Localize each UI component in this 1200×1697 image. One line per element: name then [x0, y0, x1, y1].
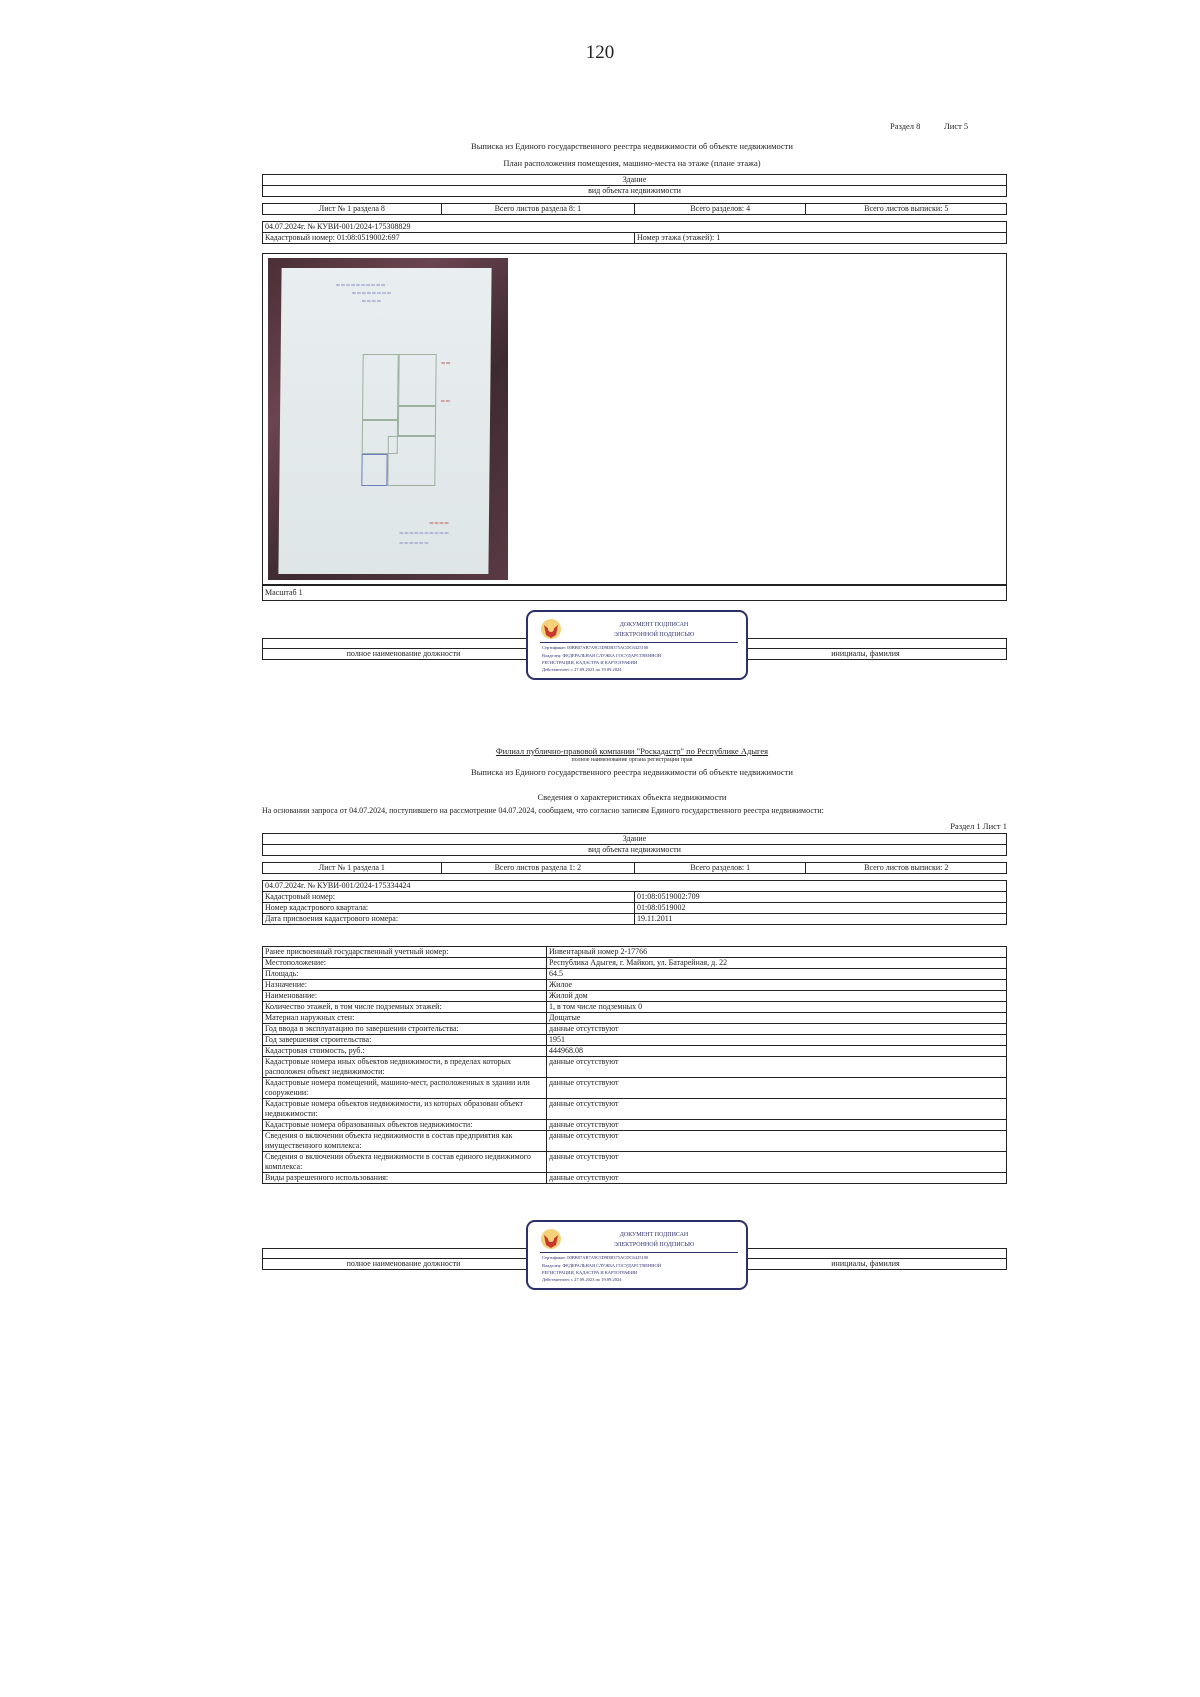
- sheet-info-table-2: [262, 862, 1007, 874]
- characteristic-row: [263, 1173, 1007, 1184]
- plan-room: [362, 354, 399, 420]
- field-value: данные отсутствуют: [547, 1057, 1007, 1078]
- handwritten-note: ≈≈≈≈≈≈: [398, 540, 429, 547]
- stamp-rule: [540, 1252, 738, 1253]
- request-line-2: 04.07.2024г. № КУВИ-001/2024-175334424: [263, 881, 1007, 892]
- field-value: 01:08:0519002:709: [635, 892, 1007, 903]
- plan-room: [361, 454, 387, 486]
- plan-room: [387, 436, 436, 486]
- field-label: Ранее присвоенный государственный учетный номер:: [263, 947, 547, 958]
- stamp-owner-2: РЕГИСТРАЦИИ, КАДАСТРА И КАРТОГРАФИИ: [542, 1270, 638, 1275]
- field-value: Жилое: [547, 980, 1007, 991]
- request-line: 04.07.2024г. № КУВИ-001/2024-175308829: [263, 222, 1007, 233]
- field-label: Кадастровый номер:: [263, 892, 635, 903]
- field-label: Кадастровая стоимость, руб.:: [263, 1046, 547, 1057]
- position-caption: полное наименование должности: [263, 649, 545, 660]
- stamp-owner: Владелец: ФЕДЕРАЛЬНАЯ СЛУЖБА ГОСУДАРСТВЕННОЙ: [542, 1263, 662, 1268]
- characteristic-row: [263, 1120, 1007, 1131]
- signature-cell: [724, 1249, 1006, 1259]
- characteristic-row: [263, 991, 1007, 1002]
- characteristic-row: [263, 1013, 1007, 1024]
- signature-cell: [263, 639, 545, 649]
- characteristic-row: [263, 1131, 1007, 1152]
- field-value: Жилой дом: [547, 991, 1007, 1002]
- field-value: 64.5: [547, 969, 1007, 980]
- page-number: 120: [585, 42, 615, 63]
- handwritten-note: ≈≈≈≈≈≈≈≈≈≈: [335, 282, 386, 289]
- field-label: Номер кадастрового квартала:: [263, 903, 635, 914]
- sheet-info-cell: Всего листов выписки: 5: [806, 204, 1007, 215]
- field-label: Кадастровые номера помещений, машино-мест, расположенных в здании или сооружении:: [263, 1078, 547, 1099]
- extract-subtitle: План расположения помещения, машино-места на этаже (плане этажа): [503, 158, 761, 168]
- field-value: Дощатые: [547, 1013, 1007, 1024]
- characteristic-row: [263, 1078, 1007, 1099]
- field-label: Год завершения строительства:: [263, 1035, 547, 1046]
- handwritten-note: ≈≈≈≈≈≈≈≈≈≈: [398, 530, 450, 537]
- stamp-line-1: ДОКУМЕНТ ПОДПИСАН: [619, 622, 689, 628]
- object-type-table-2: [262, 833, 1007, 856]
- e-signature-stamp-2: [526, 1220, 748, 1290]
- characteristic-row: [263, 980, 1007, 991]
- handwritten-note: ≈≈≈≈≈≈≈≈: [351, 290, 392, 297]
- cadastral-number: Кадастровый номер: 01:08:0519002:697: [263, 233, 635, 244]
- characteristic-row: [263, 1035, 1007, 1046]
- field-label: Назначение:: [263, 980, 547, 991]
- field-value: данные отсутствуют: [547, 1099, 1007, 1120]
- sheet-info-cell: Всего листов выписки: 2: [806, 863, 1007, 874]
- stamp-certificate: Сертификат: 00BB07AB7A9C5D9DB375ACDC6425100: [542, 645, 649, 650]
- stamp-line-2: ЭЛЕКТРОННОЙ ПОДПИСЬЮ: [613, 632, 695, 638]
- sheet-ref: Лист 5: [944, 121, 969, 131]
- field-label: Наименование:: [263, 991, 547, 1002]
- sheet-info-cell: Всего разделов: 1: [634, 863, 806, 874]
- section-ref: Раздел 8: [890, 121, 921, 131]
- extract-title: Выписка из Единого государственного реестра недвижимости об объекте недвижимости: [471, 141, 793, 151]
- object-type: Здание: [263, 175, 1007, 186]
- branch-name: Филиал публично-правовой компании "Роскадастр" по Республике Адыгея: [495, 746, 769, 756]
- field-label: Виды разрешенного использования:: [263, 1173, 547, 1184]
- extract-title-2: Выписка из Единого государственного реестра недвижимости об объекте недвижимости: [471, 767, 793, 777]
- branch-caption: полное наименование органа регистрации прав: [571, 757, 693, 763]
- sheet-info-cell: Всего разделов: 4: [634, 204, 806, 215]
- handwritten-note: ≈≈≈≈: [428, 520, 450, 527]
- field-value: 01:08:0519002: [635, 903, 1007, 914]
- characteristic-row: [263, 1152, 1007, 1173]
- signature-cell: [724, 639, 1006, 649]
- object-type-2: Здание: [263, 834, 1007, 845]
- stamp-line-1: ДОКУМЕНТ ПОДПИСАН: [619, 1232, 689, 1238]
- stamp-rule: [540, 642, 738, 643]
- characteristic-row: [263, 1057, 1007, 1078]
- signature-cell: [263, 1249, 545, 1259]
- eagle-emblem-icon: [540, 1227, 562, 1251]
- sheet-info-cell: Лист № 1 раздела 8: [263, 204, 442, 215]
- object-type-caption-2: вид объекта недвижимости: [263, 845, 1007, 856]
- stamp-certificate: Сертификат: 00BB07AB7A9C5D9DB375ACDC6425100: [542, 1255, 649, 1260]
- sheet-info-cell: Всего листов раздела 1: 2: [441, 863, 634, 874]
- characteristic-row: [263, 1046, 1007, 1057]
- section-ref-2: Раздел 1 Лист 1: [950, 821, 1007, 831]
- characteristic-row: [263, 969, 1007, 980]
- field-label: Сведения о включении объекта недвижимости в состав предприятия как имущественного комплекса:: [263, 1131, 547, 1152]
- field-value: Республика Адыгея, г. Майкоп, ул. Батарейная, д. 22: [547, 958, 1007, 969]
- handwritten-note: ≈≈≈≈: [361, 298, 382, 305]
- extract-subtitle-2: Сведения о характеристиках объекта недвижимости: [537, 792, 727, 802]
- field-label: Количество этажей, в том числе подземных этажей:: [263, 1002, 547, 1013]
- field-label: Кадастровые номера иных объектов недвижимости, в пределах которых расположен объект недвижимости:: [263, 1057, 547, 1078]
- field-label: Материал наружных стен:: [263, 1013, 547, 1024]
- field-value: данные отсутствуют: [547, 1120, 1007, 1131]
- floor-plan-photo: [268, 258, 508, 580]
- stamp-owner: Владелец: ФЕДЕРАЛЬНАЯ СЛУЖБА ГОСУДАРСТВЕННОЙ: [542, 653, 662, 658]
- field-value: 1, в том числе подземных 0: [547, 1002, 1007, 1013]
- object-type-table: [262, 174, 1007, 197]
- characteristic-row: [263, 1002, 1007, 1013]
- field-value: данные отсутствуют: [547, 1152, 1007, 1173]
- sheet-info-table: [262, 203, 1007, 215]
- floor-number: Номер этажа (этажей): 1: [635, 233, 1007, 244]
- scale-table: [262, 585, 1007, 601]
- field-value: данные отсутствуют: [547, 1078, 1007, 1099]
- field-value: данные отсутствуют: [547, 1131, 1007, 1152]
- field-value: данные отсутствуют: [547, 1024, 1007, 1035]
- stamp-validity: Действителен: с 27.09.2023 по 19.09.2024: [542, 1277, 622, 1282]
- field-label: Местоположение:: [263, 958, 547, 969]
- field-value: 444968.08: [547, 1046, 1007, 1057]
- field-label: Кадастровые номера объектов недвижимости, из которых образован объект недвижимости:: [263, 1099, 547, 1120]
- field-label: Сведения о включении объекта недвижимости в состав единого недвижимого комплекса:: [263, 1152, 547, 1173]
- sheet-info-cell: Всего листов раздела 8: 1: [441, 204, 634, 215]
- plan-room: [398, 354, 437, 406]
- characteristic-row: [263, 947, 1007, 958]
- field-value: 1951: [547, 1035, 1007, 1046]
- e-signature-stamp: [526, 610, 748, 680]
- characteristic-row: [263, 958, 1007, 969]
- characteristics-table: [262, 946, 1007, 1184]
- request-table: [262, 221, 1007, 244]
- name-caption-2: инициалы, фамилия: [724, 1259, 1006, 1270]
- stamp-owner-2: РЕГИСТРАЦИИ, КАДАСТРА И КАРТОГРАФИИ: [542, 660, 638, 665]
- field-label: Год ввода в эксплуатацию по завершении строительства:: [263, 1024, 547, 1035]
- name-caption: инициалы, фамилия: [724, 649, 1006, 660]
- sheet-info-cell: Лист № 1 раздела 1: [263, 863, 442, 874]
- position-caption-2: полное наименование должности: [263, 1259, 545, 1270]
- stamp-validity: Действителен: с 27.09.2023 по 19.09.2024: [542, 667, 622, 672]
- stamp-line-2: ЭЛЕКТРОННОЙ ПОДПИСЬЮ: [613, 1242, 695, 1248]
- characteristic-row: [263, 1099, 1007, 1120]
- handwritten-note: ≈≈: [440, 360, 451, 367]
- cadastral-table: [262, 880, 1007, 925]
- field-value: данные отсутствуют: [547, 1173, 1007, 1184]
- basis-text: На основании запроса от 04.07.2024, поступившего на рассмотрение 04.07.2024, сообщаем, что согласно записям Единого государственного реестра недвижимости:: [262, 806, 824, 815]
- floor-plan-paper: [278, 268, 491, 574]
- scale-label: Масштаб 1: [263, 586, 1007, 601]
- field-label: Дата присвоения кадастрового номера:: [263, 914, 635, 925]
- plan-room: [398, 406, 436, 436]
- object-type-caption: вид объекта недвижимости: [263, 186, 1007, 197]
- eagle-emblem-icon: [540, 617, 562, 641]
- field-label: Площадь:: [263, 969, 547, 980]
- characteristic-row: [263, 1024, 1007, 1035]
- field-value: 19.11.2011: [635, 914, 1007, 925]
- handwritten-note: ≈≈: [440, 398, 451, 405]
- field-label: Кадастровые номера образованных объектов недвижимости:: [263, 1120, 547, 1131]
- field-value: Инвентарный номер 2-17766: [547, 947, 1007, 958]
